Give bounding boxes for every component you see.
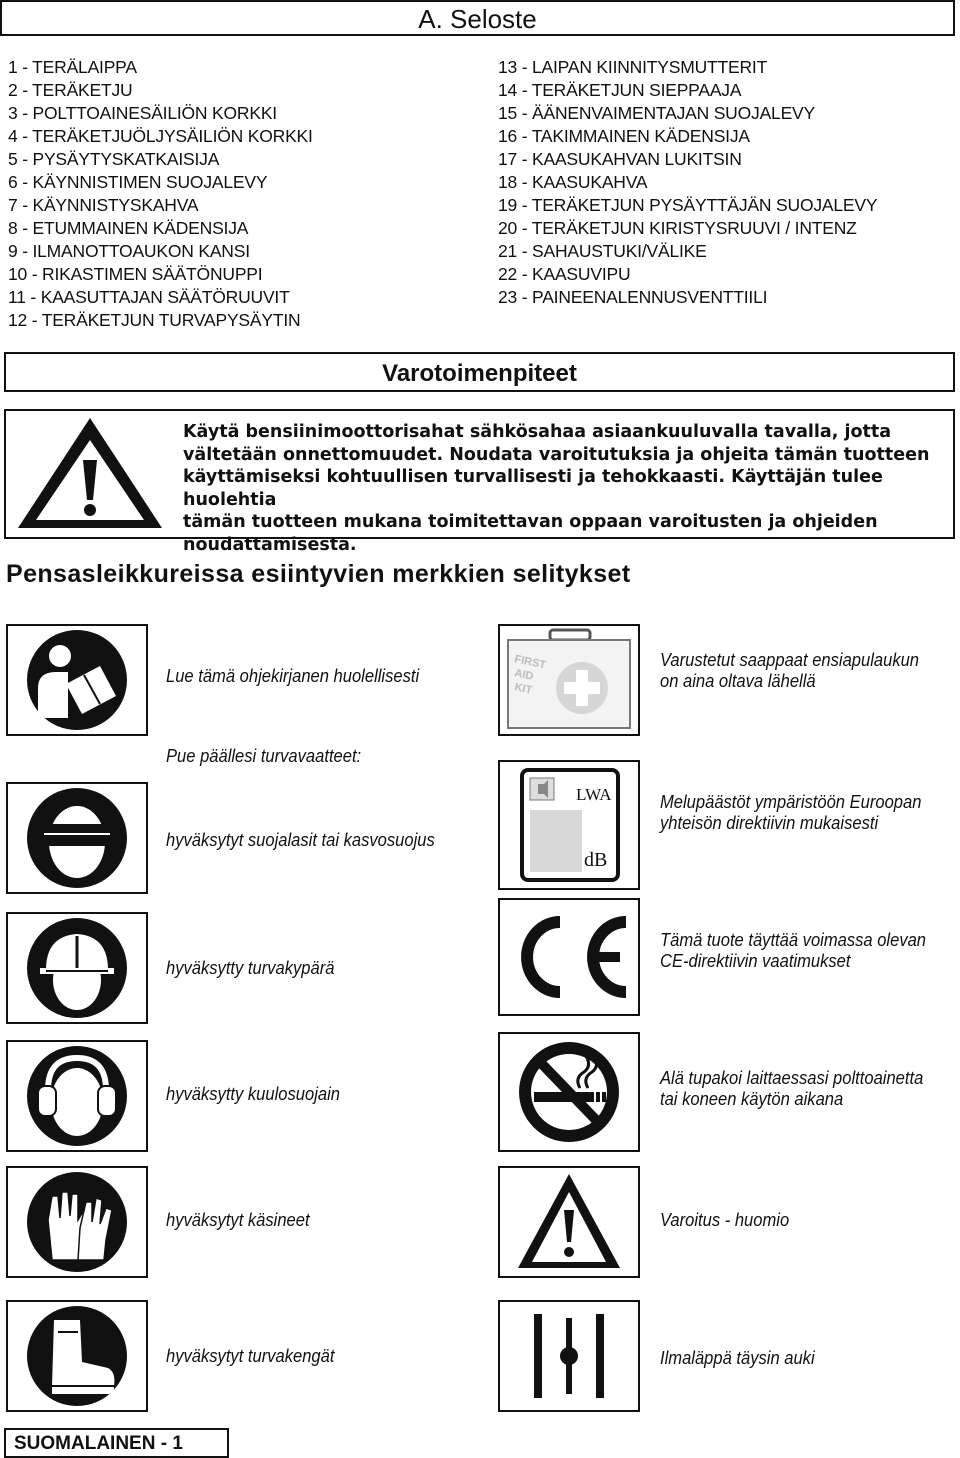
ear-protection-icon: [6, 1040, 148, 1152]
list-item: 21 - SAHAUSTUKI/VÄLIKE: [498, 241, 707, 261]
ear-protection-caption: hyväksytty kuulosuojain: [166, 1084, 340, 1104]
gloves-caption: hyväksytyt käsineet: [166, 1210, 310, 1230]
no-smoking-caption: Alä tupakoi laittaessasi polttoainetta tai koneen käytön aikana: [660, 1068, 924, 1109]
list-item: 12 - TERÄKETJUN TURVAPYSÄYTIN: [8, 310, 301, 330]
list-item: 18 - KAASUKAHVA: [498, 172, 648, 192]
choke-open-icon: [498, 1300, 640, 1412]
noise-level-icon: [498, 760, 640, 890]
list-item: 22 - KAASUVIPU: [498, 264, 631, 284]
safety-boots-icon: [6, 1300, 148, 1412]
helmet-caption: hyväksytty turvakypärä: [166, 958, 335, 978]
list-item: 4 - TERÄKETJUÖLJYSÄILIÖN KORKKI: [8, 126, 313, 146]
symbols-section-title: Pensasleikkureissa esiintyvien merkkien selitykset: [6, 560, 631, 588]
ce-mark-icon: [498, 898, 640, 1016]
safety-boots-caption: hyväksytyt turvakengät: [166, 1346, 335, 1366]
precautions-title: Varotoimenpiteet: [382, 360, 577, 387]
list-item: 15 - ÄÄNENVAIMENTAJAN SUOJALEVY: [498, 103, 815, 123]
warning-caption: Varoitus - huomio: [660, 1210, 790, 1230]
header-box: [0, 0, 955, 36]
list-item: 8 - ETUMMAINEN KÄDENSIJA: [8, 218, 249, 238]
warning-icon: [498, 1166, 640, 1278]
list-item: 1 - TERÄLAIPPA: [8, 57, 137, 77]
choke-caption: Ilmaläppä täysin auki: [660, 1348, 815, 1368]
list-item: 7 - KÄYNNISTYSKAHVA: [8, 195, 199, 215]
read-manual-caption: Lue tämä ohjekirjanen huolellisesti: [166, 666, 420, 686]
first-aid-word: FIRST: [513, 653, 547, 672]
first-aid-kit-icon: [498, 624, 640, 736]
list-item: 23 - PAINEENALENNUSVENTTIILI: [498, 287, 768, 307]
noise-caption: Melupäästöt ympäristöön Euroopan yhteisön direktiivin mukaisesti: [660, 792, 922, 833]
list-item: 10 - RIKASTIMEN SÄÄTÖNUPPI: [8, 264, 263, 284]
list-item: 11 - KAASUTTAJAN SÄÄTÖRUUVIT: [8, 287, 290, 307]
list-item: 13 - LAIPAN KIINNITYSMUTTERIT: [498, 57, 768, 77]
precautions-heading-box: [4, 352, 955, 392]
parts-list-left: [8, 56, 313, 332]
wear-protection-caption: Pue päällesi turvavaatteet:: [166, 746, 362, 766]
goggles-caption: hyväksytyt suojalasit tai kasvosuojus: [166, 830, 435, 850]
list-item: 2 - TERÄKETJU: [8, 80, 133, 100]
footer-label: SUOMALAINEN - 1: [14, 1433, 183, 1454]
list-item: 14 - TERÄKETJUN SIEPPAAJA: [498, 80, 742, 100]
gloves-icon: [6, 1166, 148, 1278]
list-item: 6 - KÄYNNISTIMEN SUOJALEVY: [8, 172, 268, 192]
goggles-icon: [6, 782, 148, 894]
lwa-label: LWA: [576, 785, 612, 804]
first-aid-word: KIT: [513, 681, 534, 697]
list-item: 9 - ILMANOTTOAUKON KANSI: [8, 241, 250, 261]
warning-triangle-icon: [14, 414, 166, 532]
list-item: 19 - TERÄKETJUN PYSÄYTTÄJÄN SUOJALEVY: [498, 195, 878, 215]
first-aid-caption: Varustetut saappaat ensiapulaukun on aina oltava lähellä: [660, 650, 920, 691]
precautions-text: Käytä bensiinimoottorisahat sähkösahaa asiaankuuluvalla tavalla, jotta vältetään onnettomuudet. Noudata varoitutuksia ja ohjeita tämän tuotteen käyttämiseksi kohtuullisen turvallisesti ja tehokkaasti. Käyttäjän tulee huolehtia tämän tuotteen mukana toimitettavan oppaan varoitusten ja ohjeiden noudattamisesta.: [183, 422, 930, 555]
read-manual-icon: [6, 624, 148, 736]
list-item: 5 - PYSÄYTYSKATKAISIJA: [8, 149, 220, 169]
footer-label-box: [4, 1428, 229, 1458]
db-label: dB: [584, 849, 608, 871]
helmet-icon: [6, 912, 148, 1024]
no-smoking-icon: [498, 1032, 640, 1152]
list-item: 16 - TAKIMMAINEN KÄDENSIJA: [498, 126, 750, 146]
list-item: 20 - TERÄKETJUN KIRISTYSRUUVI / INTENZ: [498, 218, 857, 238]
list-item: 17 - KAASUKAHVAN LUKITSIN: [498, 149, 742, 169]
ce-caption: Tämä tuote täyttää voimassa olevan CE-direktiivin vaatimukset: [660, 930, 927, 971]
list-item: 3 - POLTTOAINESÄILIÖN KORKKI: [8, 103, 277, 123]
first-aid-word: AID: [513, 667, 535, 683]
parts-list-right: [498, 56, 877, 309]
page-title: A. Seloste: [418, 4, 537, 34]
